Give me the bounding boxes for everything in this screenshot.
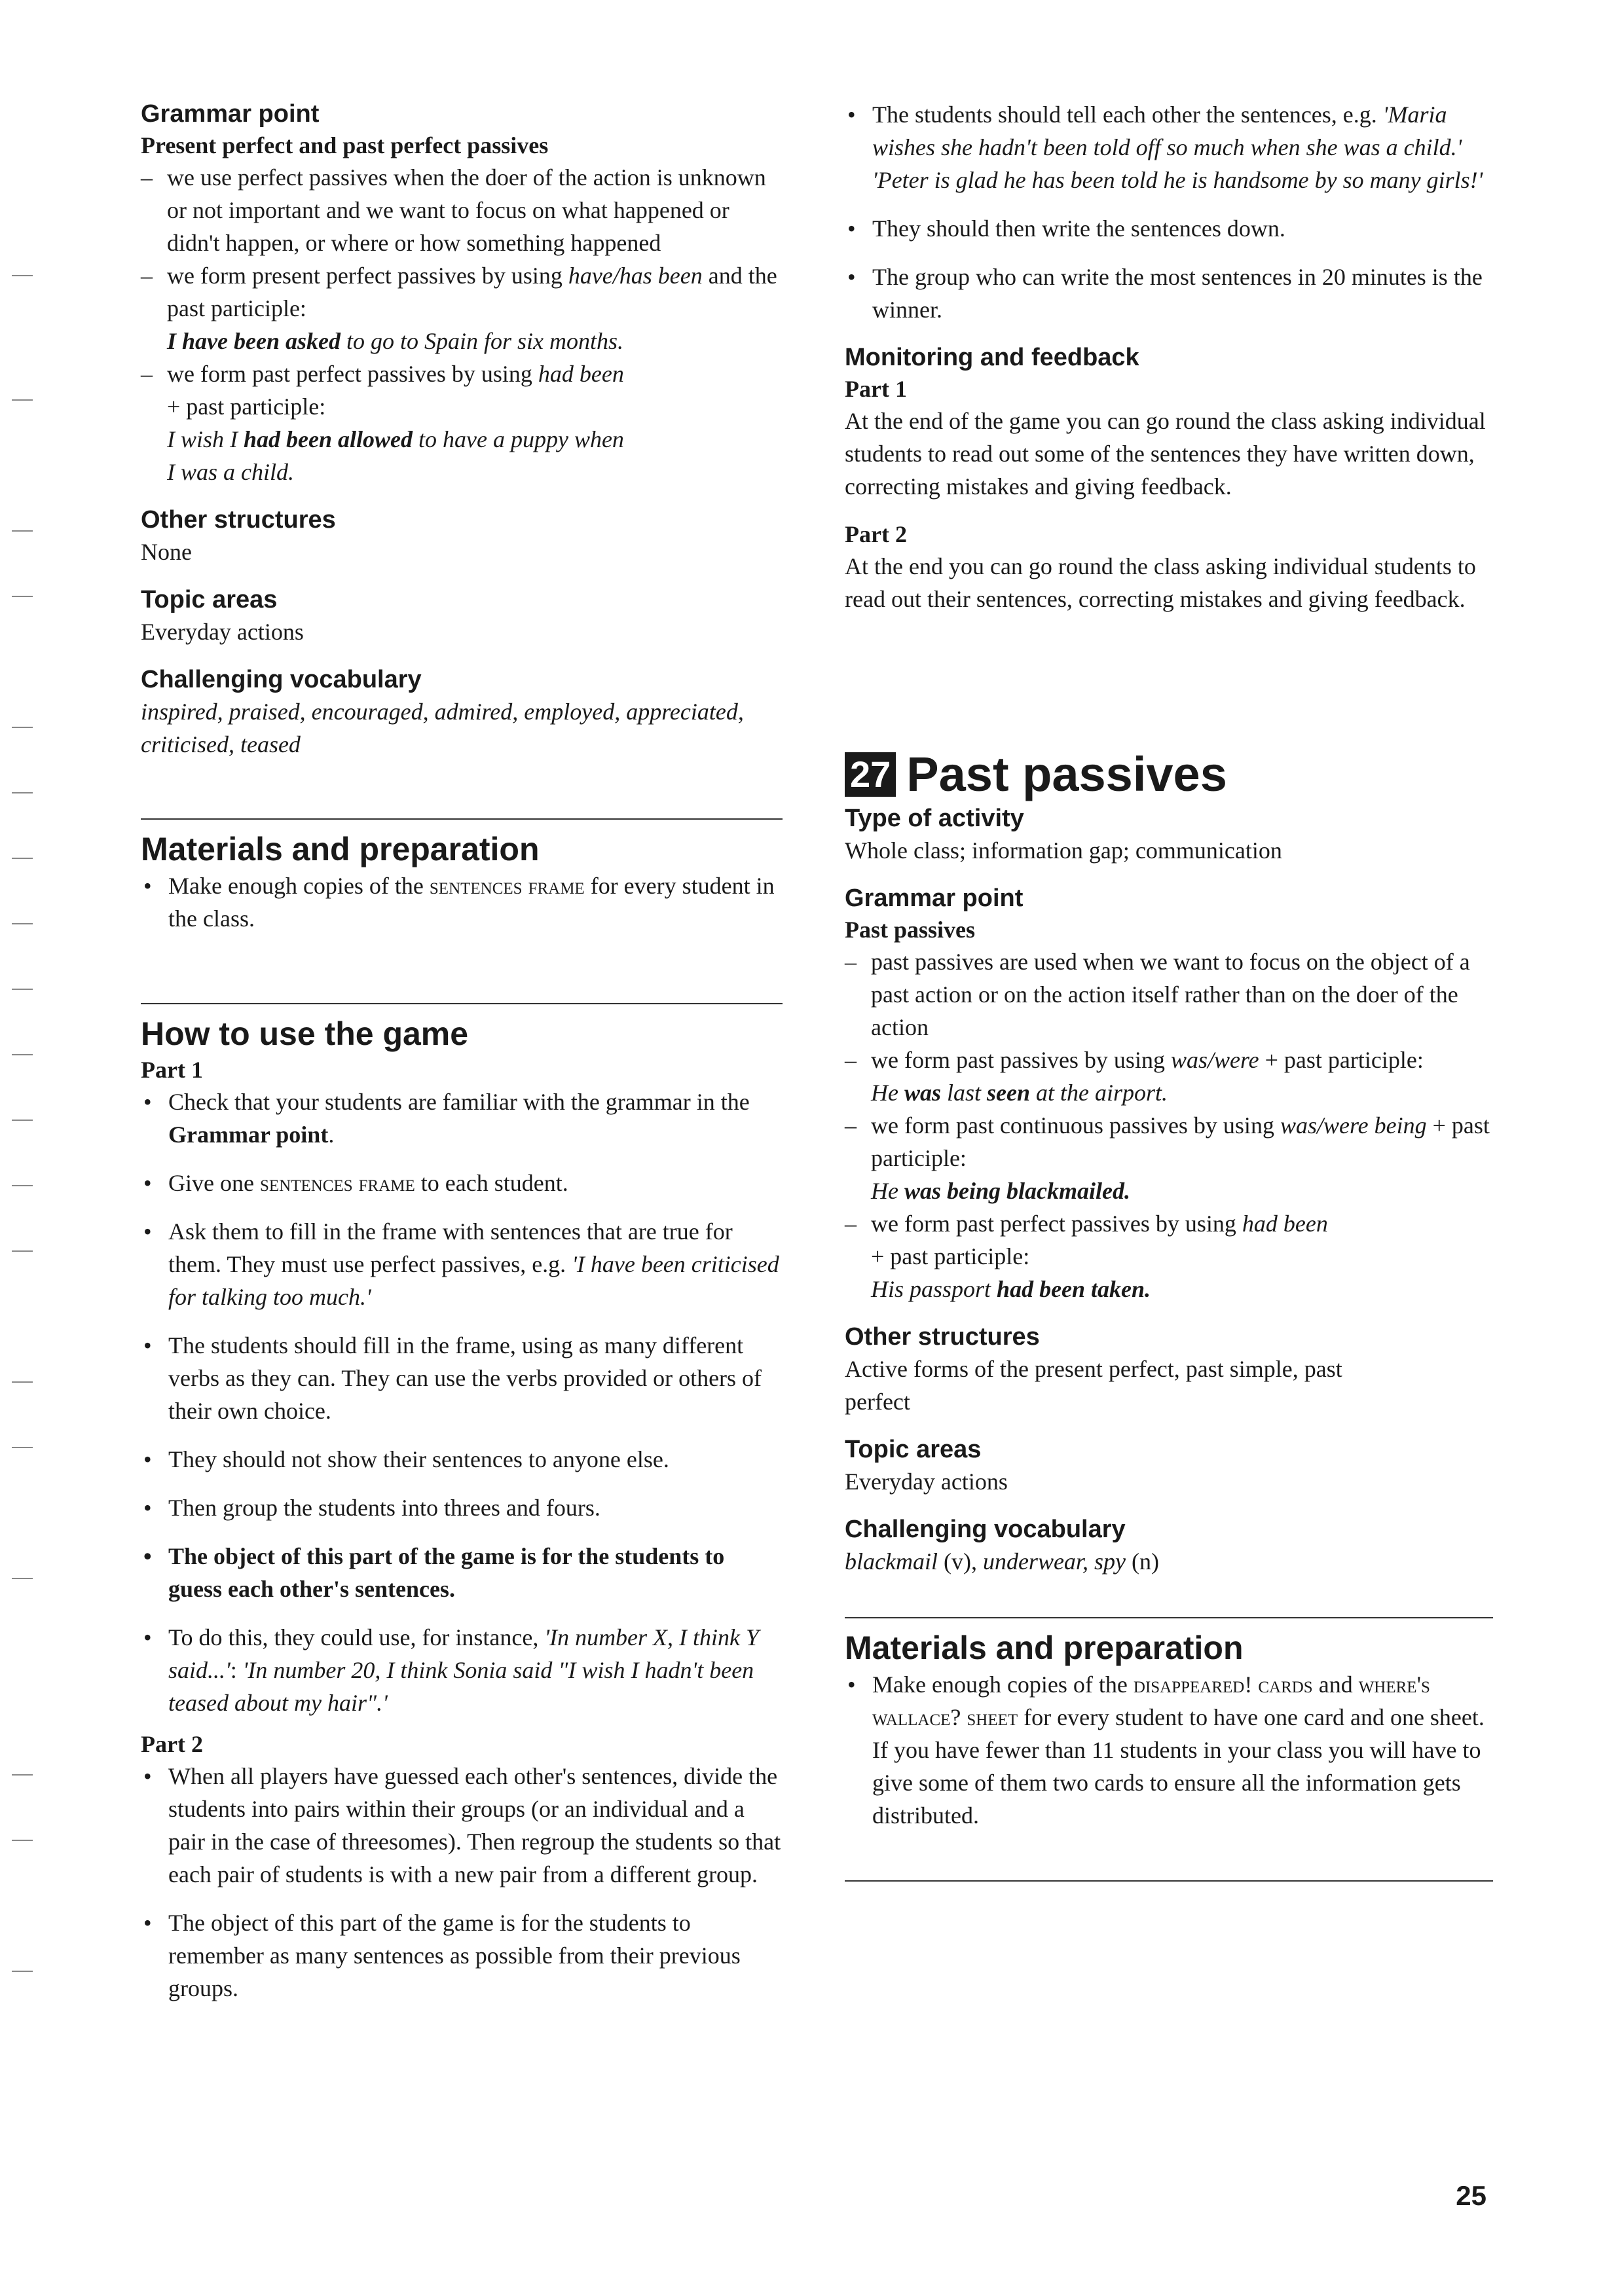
monitoring-heading: Monitoring and feedback	[845, 344, 1139, 371]
margin-tick	[12, 727, 33, 728]
margin-tick	[12, 858, 33, 859]
grammar-point-title: Past passives	[845, 917, 976, 943]
other-structures-text: Active forms of the present perfect, past simple, past perfect	[845, 1356, 1342, 1415]
list-item: • When all players have guessed each other's sentences, divide the students into pairs within their groups (or an individual and a pair in the case of threesomes). Then regroup the students so that each pair of students is with a new pair from a different group.	[143, 1763, 781, 1887]
other-structures-heading: Other structures	[845, 1323, 1040, 1351]
list-item: • Make enough copies of the sentences frame for every student in the class.	[143, 873, 775, 932]
grammar-rule: – we form past perfect passives by using had been	[845, 1211, 1328, 1237]
type-heading: Type of activity	[845, 805, 1024, 832]
list-item: • Ask them to fill in the frame with sentences that are true for them. They must use perfect passives, e.g. 'I have been criticised for talking too much.'	[143, 1218, 779, 1310]
margin-tick	[12, 275, 33, 276]
list-item: • The group who can write the most sentences in 20 minutes is the winner.	[847, 264, 1483, 323]
margin-tick	[12, 1971, 33, 1972]
topic-areas-heading: Topic areas	[141, 586, 278, 613]
grammar-rule-cont: + past participle:	[871, 1243, 1030, 1269]
list-item: • They should then write the sentences down.	[847, 215, 1285, 242]
other-structures-text: None	[141, 539, 192, 565]
topic-areas-heading: Topic areas	[845, 1436, 982, 1463]
grammar-example: He was last seen at the airport.	[871, 1080, 1168, 1106]
grammar-rule: – we form present perfect passives by using have/has been and the past participle:	[141, 263, 777, 321]
margin-tick	[12, 1381, 33, 1383]
grammar-example: I wish I had been allowed to have a puppy when	[167, 426, 624, 452]
page-title: Past passives	[906, 747, 1227, 801]
grammar-point-heading: Grammar point	[845, 884, 1024, 912]
margin-tick	[12, 989, 33, 990]
part-2-label: Part 2	[141, 1731, 203, 1757]
list-item: • They should not show their sentences to anyone else.	[143, 1446, 669, 1472]
materials-heading: Materials and preparation	[141, 831, 540, 867]
vocabulary-text: blackmail (v), underwear, spy (n)	[845, 1548, 1159, 1575]
topic-areas-text: Everyday actions	[141, 619, 304, 645]
type-text: Whole class; information gap; communication	[845, 837, 1282, 864]
grammar-example: He was being blackmailed.	[871, 1178, 1130, 1204]
list-item: • To do this, they could use, for instance, 'In number X, I think Y said...': 'In number 20, I think Sonia said "I wish I hadn't been teased about my hair".'	[143, 1624, 760, 1716]
grammar-rule: – we use perfect passives when the doer of the action is unknown or not important and we want to focus on what happened or didn't happen, or where or how something happened	[141, 164, 766, 256]
margin-tick	[12, 1120, 33, 1121]
unit-number-badge: 27	[845, 752, 896, 797]
grammar-rule: – we form past perfect passives by using had been	[141, 361, 624, 387]
margin-tick	[12, 1250, 33, 1252]
list-item: • The students should tell each other the sentences, e.g. 'Maria wishes she hadn't been told off so much when she was a child.' 'Peter is glad he has been told he is handsome by so many girls!'	[847, 101, 1483, 193]
margin-tick	[12, 1774, 33, 1776]
vocabulary-text: inspired, praised, encouraged, admired, employed, appreciated, criticised, teased	[141, 699, 744, 757]
list-item: • Then group the students into threes and fours.	[143, 1495, 600, 1521]
part-1-label: Part 1	[845, 376, 907, 402]
grammar-point-title: Present perfect and past perfect passives	[141, 132, 549, 158]
list-item: • Check that your students are familiar with the grammar in the Grammar point.	[143, 1089, 750, 1148]
part-2-label: Part 2	[845, 521, 907, 547]
grammar-rule: – we form past passives by using was/were + past participle:	[845, 1047, 1424, 1073]
grammar-rule: – we form past continuous passives by using was/were being + past participle:	[845, 1112, 1490, 1171]
list-item: • The students should fill in the frame, using as many different verbs as they can. They can use the verbs provided or others of their own choice.	[143, 1332, 762, 1424]
left-column	[141, 98, 783, 2020]
vocabulary-heading: Challenging vocabulary	[845, 1516, 1126, 1543]
margin-tick	[12, 923, 33, 924]
margin-tick	[12, 1578, 33, 1579]
margin-tick	[12, 1185, 33, 1186]
grammar-rule: – past passives are used when we want to focus on the object of a past action or on the action itself rather than on the doer of the action	[845, 949, 1470, 1040]
grammar-point-heading: Grammar point	[141, 100, 320, 128]
grammar-example: I have been asked to go to Spain for six months.	[167, 328, 623, 354]
vocabulary-heading: Challenging vocabulary	[141, 666, 422, 693]
margin-tick	[12, 792, 33, 793]
grammar-example: I was a child.	[167, 459, 294, 485]
part-1-text: At the end of the game you can go round the class asking individual students to read out some of the sentences they have written down, correcting mistakes and giving feedback.	[845, 408, 1486, 500]
part-1-label: Part 1	[141, 1057, 203, 1083]
grammar-example: His passport had been taken.	[871, 1276, 1151, 1302]
topic-areas-text: Everyday actions	[845, 1468, 1008, 1495]
grammar-rule-cont: + past participle:	[167, 393, 326, 420]
margin-tick	[12, 1054, 33, 1055]
margin-tick	[12, 1447, 33, 1448]
unit-title	[845, 746, 1493, 803]
list-item: • The object of this part of the game is for the students to guess each other's sentences.	[143, 1543, 725, 1602]
list-item: • The object of this part of the game is for the students to remember as many sentences as possible from their previous groups.	[143, 1910, 741, 2001]
margin-tick	[12, 399, 33, 401]
list-item: • Give one sentences frame to each student.	[143, 1170, 568, 1196]
margin-tick	[12, 596, 33, 597]
margin-tick	[12, 1840, 33, 1841]
list-item: • Make enough copies of the disappeared! cards and where's wallace? sheet for every student to have one card and one sheet. If you have fewer than 11 students in your class you will have to give some of them two cards to ensure all the information gets distributed.	[847, 1671, 1485, 1829]
page-number: 25	[1456, 2180, 1486, 2211]
section-divider	[845, 1880, 1493, 1882]
margin-tick	[12, 530, 33, 532]
how-to-heading: How to use the game	[141, 1015, 469, 1052]
right-column	[845, 98, 1493, 1882]
part-2-text: At the end you can go round the class asking individual students to read out their sentences, correcting mistakes and giving feedback.	[845, 553, 1476, 612]
materials-heading: Materials and preparation	[845, 1630, 1244, 1666]
other-structures-heading: Other structures	[141, 506, 336, 534]
